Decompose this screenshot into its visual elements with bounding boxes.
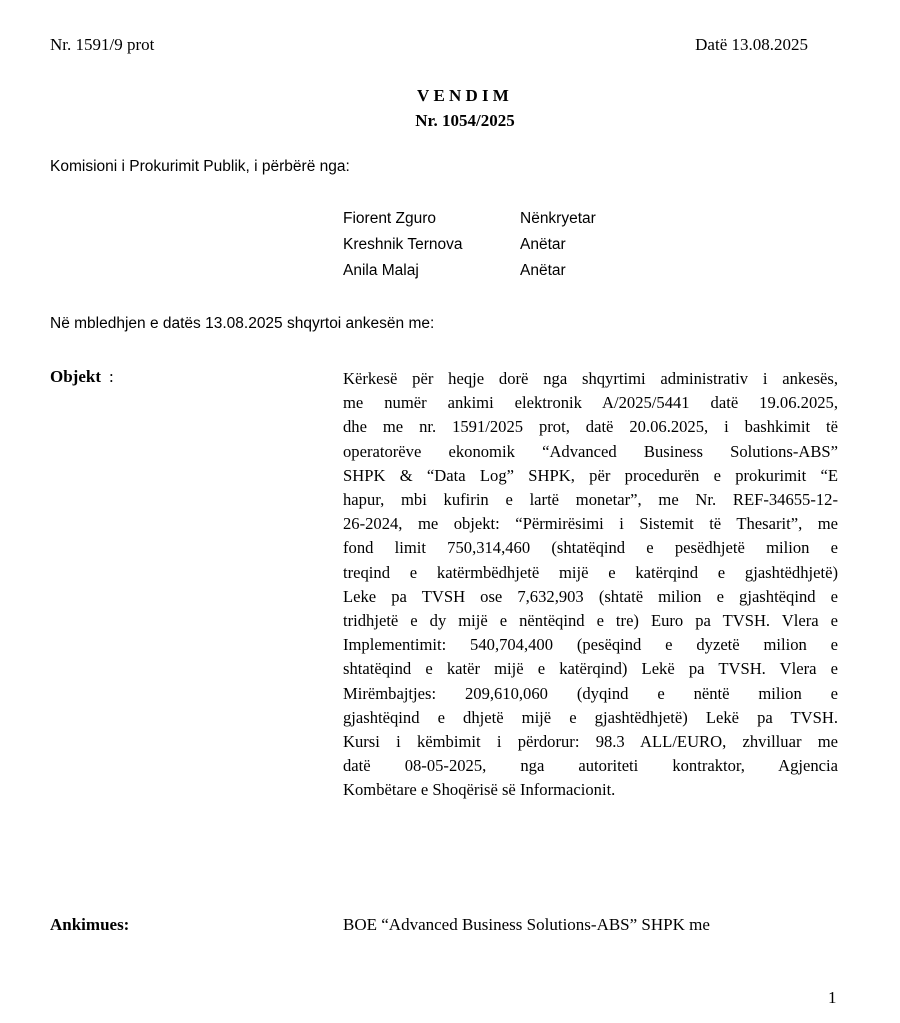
objekt-line: datë 08-05-2025, nga autoriteti kontraktor, Agjencia	[343, 756, 838, 776]
objekt-line: SHPK & “Data Log” SHPK, për procedurën e prokurimit “E	[343, 465, 838, 485]
objekt-line: tridhjetë e dy mijë e nëntëqind e tre) Euro pa TVSH. Vlera e	[343, 611, 838, 631]
objekt-colon: :	[109, 367, 114, 386]
reference-number: Nr. 1591/9 prot	[50, 35, 155, 54]
objekt-line: dhe me nr. 1591/2025 prot, datë 20.06.2025, i bashkimit të	[343, 417, 838, 437]
objekt-label: Objekt	[50, 367, 101, 386]
objekt-line: gjashtëqind e dhjetë mijë e gjashtëdhjetë) Lekë pa TVSH.	[343, 707, 838, 727]
ankimues-text: BOE “Advanced Business Solutions-ABS” SHPK me	[343, 915, 710, 934]
decision-number: Nr. 1054/2025	[415, 111, 515, 130]
member-role: Anëtar	[520, 236, 566, 253]
objekt-line: hapur, mbi kufirin e lartë monetar”, me Nr. REF-34655-12-	[343, 490, 838, 510]
member-name: Kreshnik Ternova	[343, 236, 463, 253]
document-date: Datë 13.08.2025	[695, 35, 808, 54]
objekt-body	[343, 367, 838, 803]
member-name: Fiorent Zguro	[343, 210, 437, 227]
objekt-line: Kërkesë për heqje dorë nga shqyrtimi administrativ i ankesës,	[343, 369, 838, 388]
objekt-line: Kombëtare e Shoqërisë së Informacionit.	[343, 780, 616, 800]
objekt-line: fond limit 750,314,460 (shtatëqind e pesëdhjetë milion e	[343, 538, 838, 558]
objekt-line: Mirëmbajtjes: 209,610,060 (dyqind e nëntë milion e	[343, 683, 838, 703]
commission-intro: Komisioni i Prokurimit Publik, i përbërë nga:	[50, 158, 350, 175]
meeting-line: Në mbledhjen e datës 13.08.2025 shqyrtoi ankesën me:	[50, 315, 435, 332]
objekt-line: me numër ankimi elektronik A/2025/5441 datë 19.06.2025,	[343, 393, 838, 413]
objekt-line: Kursi i këmbimit i përdorur: 98.3 ALL/EURO, zhvilluar me	[343, 732, 838, 752]
objekt-line: treqind e katërmbëdhjetë mijë e katërqind e gjashtëdhjetë)	[343, 562, 838, 582]
objekt-line: 26-2024, me objekt: “Përmirësimi i Sistemit të Thesarit”, me	[343, 514, 838, 534]
document-title: VENDIM	[416, 86, 514, 105]
objekt-line: Leke pa TVSH ose 7,632,903 (shtatë milion e gjashtëqind e	[343, 586, 838, 606]
member-role: Nënkryetar	[520, 210, 596, 227]
ankimues-label: Ankimues:	[50, 915, 130, 934]
member-role: Anëtar	[520, 262, 566, 279]
objekt-line: operatorëve ekonomik “Advanced Business Solutions-ABS”	[343, 441, 838, 461]
member-name: Anila Malaj	[343, 262, 419, 279]
objekt-line: Implementimit: 540,704,400 (pesëqind e dyzetë milion e	[343, 635, 838, 655]
page-number: 1	[828, 988, 837, 1007]
objekt-line: shtatëqind e katër mijë e katërqind) Lekë pa TVSH. Vlera e	[343, 659, 838, 679]
